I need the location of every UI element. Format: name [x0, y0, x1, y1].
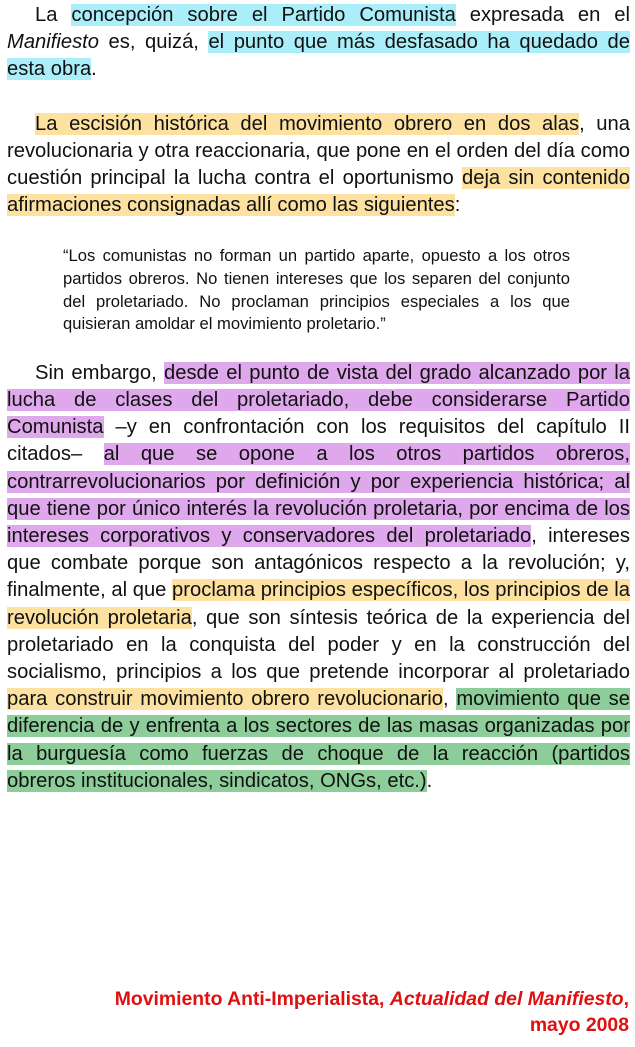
text-segment: . — [426, 769, 433, 792]
signature-date: , mayo 2008 — [529, 988, 629, 1036]
signature-author: Movimiento Anti-Imperialista, — [114, 988, 390, 1010]
highlight-purple: al que se opone a los otros partidos obreros, contrarrevolucionarios por definición y por experiencia histórica; al que tiene por único interés la revolución proletaria, por encima de los intereses corporativos y conservadores del proletariado — [7, 443, 630, 548]
text-segment: , intereses que combate porque son antagónicos respecto a la revolución; y, finalmente, al que — [7, 525, 630, 602]
highlight-orange: para construir movimiento obrero revolucionario — [7, 688, 443, 711]
highlight-purple: desde el punto de vista del grado alcanzado por la lucha de clases del proletariado, debe considerarse Partido Comunista — [7, 361, 630, 439]
text-segment: : — [454, 194, 461, 217]
highlight-green: movimiento que se diferencia de y enfrenta a los sectores de las masas organizadas por la burguesía como fuerzas de choque de la reacción (partidos obreros institucionales, sindicatos, ONGs, etc.) — [7, 688, 631, 792]
highlight-orange: deja sin contenido afirmaciones consignadas allí como las siguientes — [7, 167, 631, 217]
text-segment: es, quizá, — [99, 31, 209, 54]
paragraph-2 — [7, 111, 630, 220]
text-segment: Sin embargo, — [35, 361, 164, 384]
text-segment: , una revolucionaria y otra reaccionaria, que pone en el orden del día como cuestión principal la lucha contra el oportunismo — [7, 112, 630, 190]
text-segment: , que son síntesis teórica de la experiencia del proletariado en la conquista del poder y en la construcción del socialismo, principios a los que pretende incorporar al proletariado — [7, 606, 630, 684]
highlight-blue: el punto que más desfasado ha quedado de esta obra — [7, 31, 630, 81]
emphasis: Manifiesto — [7, 31, 100, 54]
highlight-orange: La escisión histórica del movimiento obrero en dos alas — [35, 112, 580, 135]
text-segment: La — [35, 4, 72, 26]
text-segment: –y en confrontación con los requisitos del capítulo II citados– — [7, 416, 630, 466]
highlight-blue: concepción sobre el Partido Comunista — [71, 4, 456, 26]
paragraph-1 — [7, 2, 630, 84]
text-segment: , — [442, 688, 457, 711]
signature — [69, 986, 629, 1038]
signature-work: Actualidad del Manifiesto — [389, 988, 624, 1010]
text-segment: expresada en el — [455, 4, 630, 26]
block-quote: “Los comunistas no forman un partido aparte, opuesto a los otros partidos obreros. No tienen intereses que los separen del conjunto del proletariado. No proclaman principios especiales a los que quisieran amoldar el movimiento proletario.” — [63, 246, 570, 334]
text-segment: . — [91, 58, 97, 81]
paragraph-3 — [7, 360, 630, 795]
highlight-orange: proclama principios específicos, los principios de la revolución proletaria — [7, 579, 630, 629]
